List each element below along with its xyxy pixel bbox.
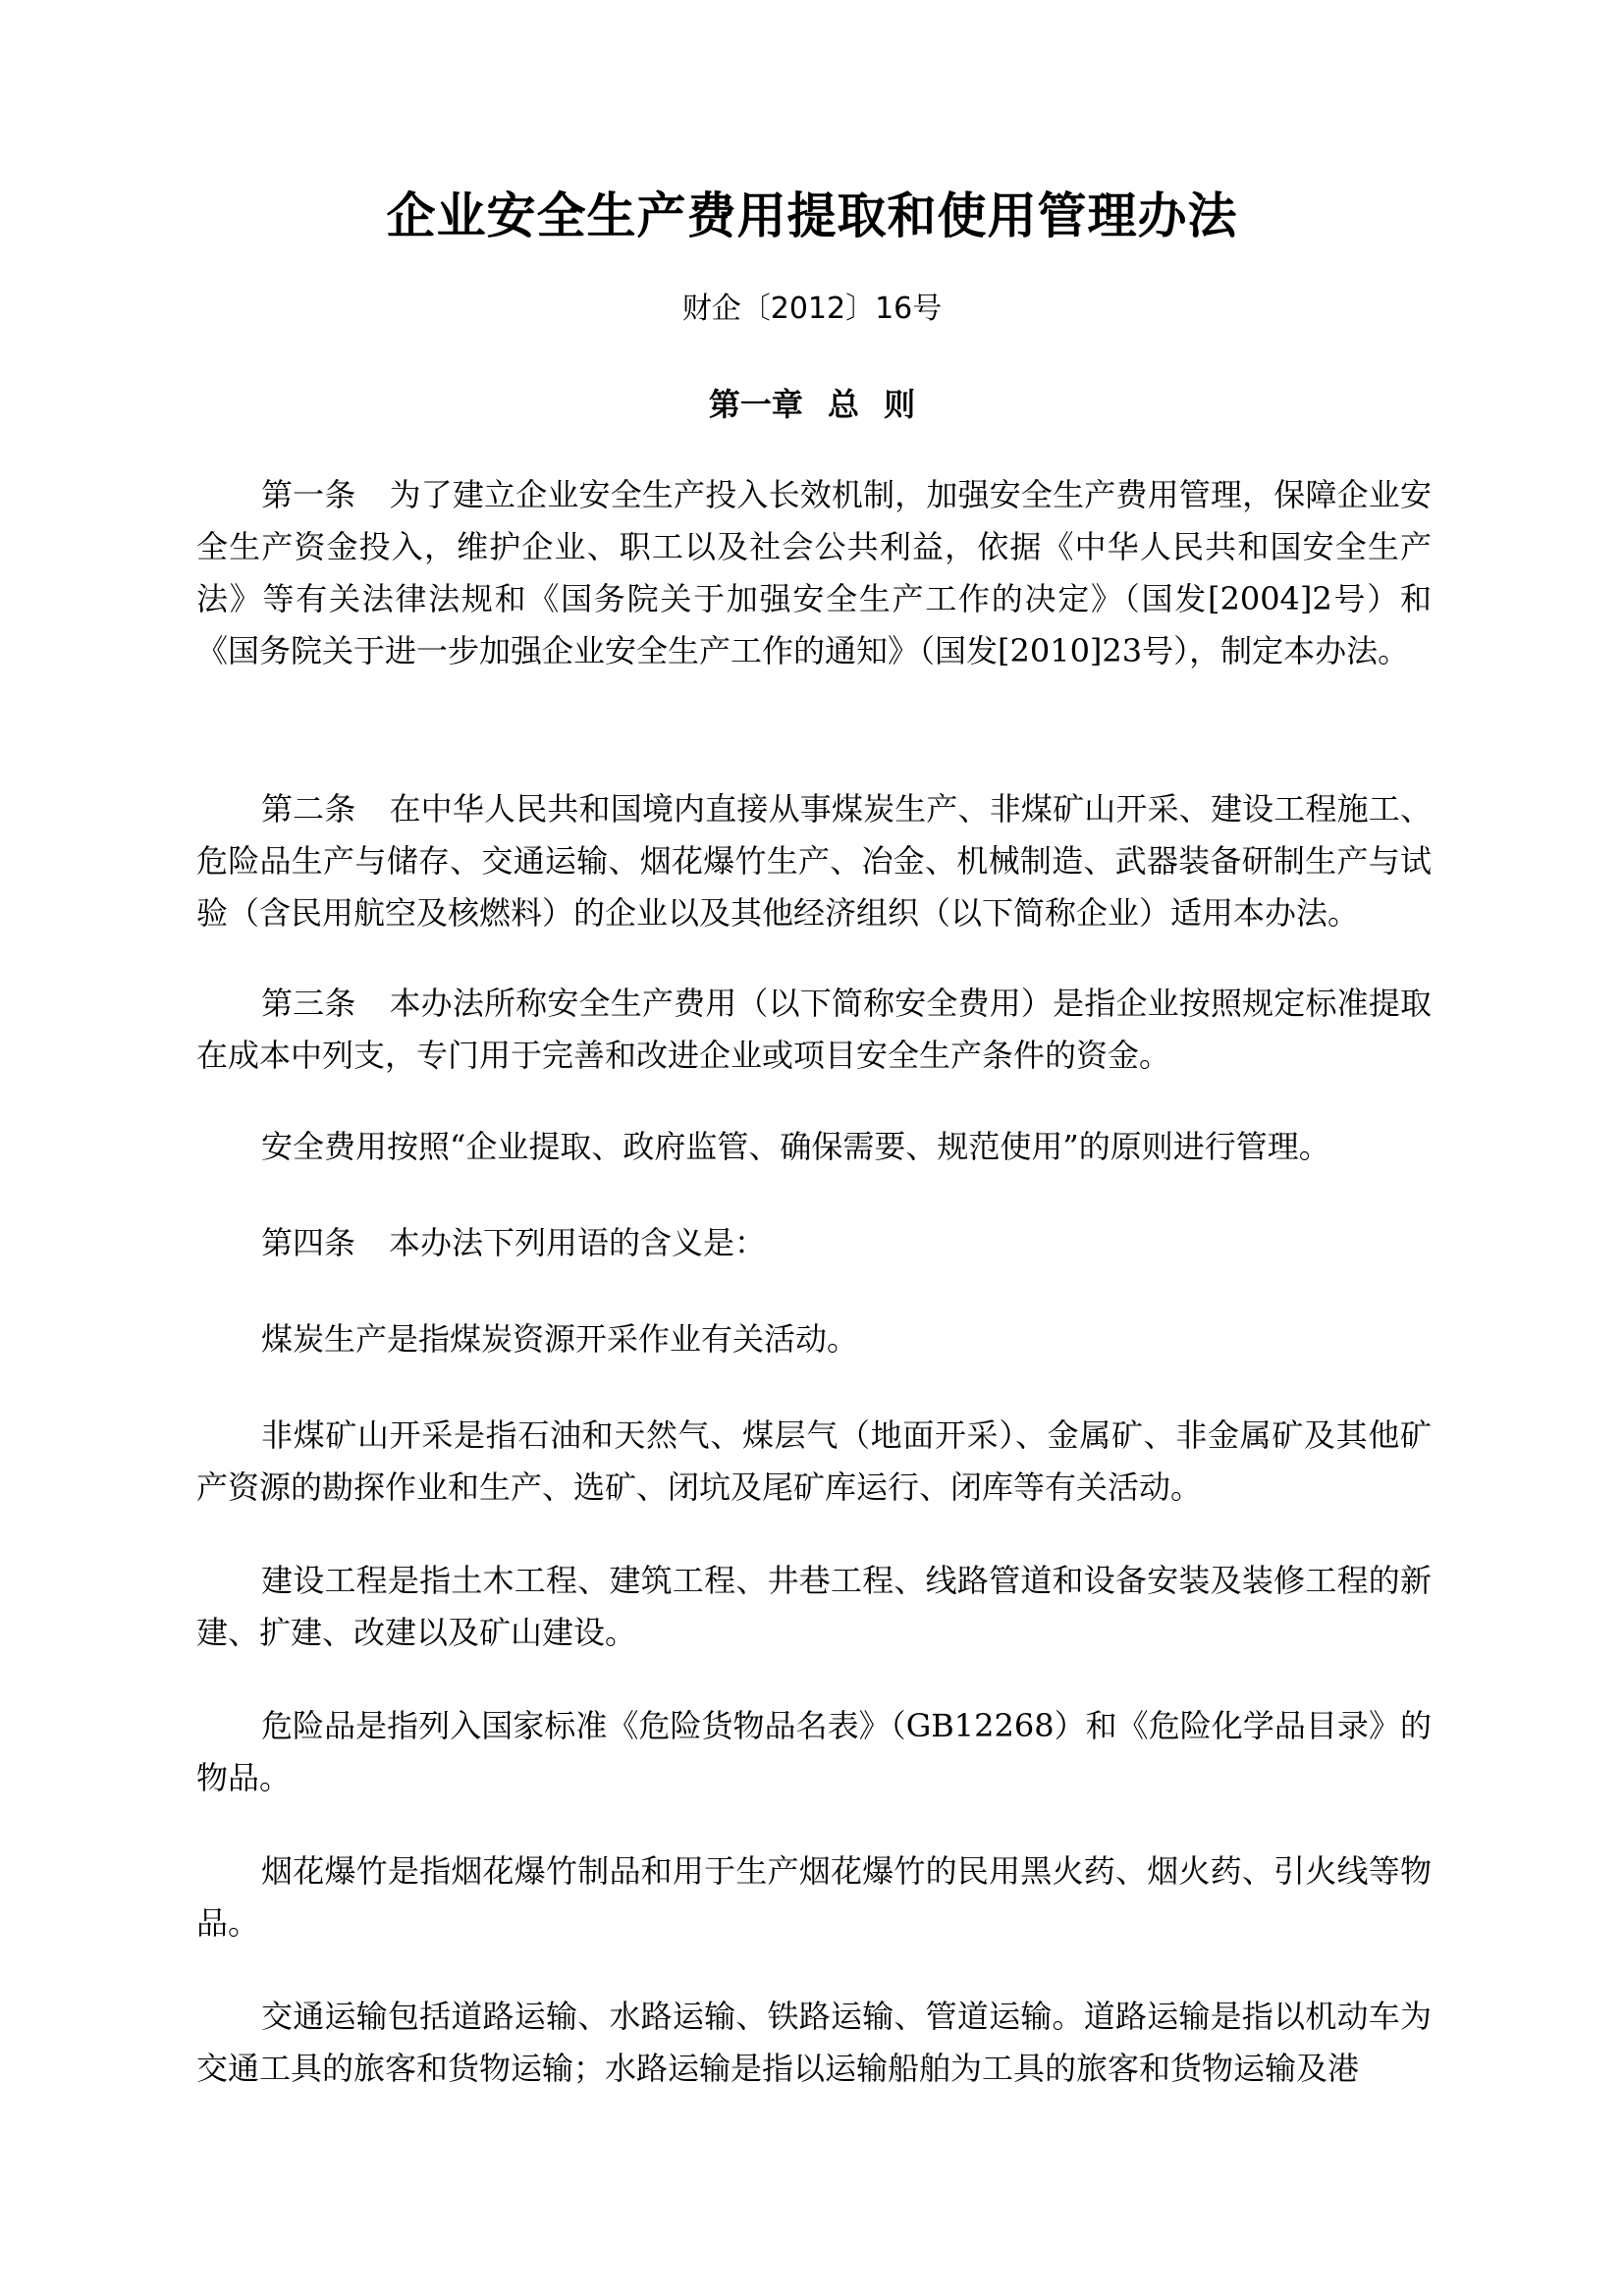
document-number: 财企〔2012〕16号 — [681, 292, 943, 326]
transport-definition — [196, 1991, 1432, 2095]
paragraph-text: 非煤矿山开采是指石油和天然气、煤层气（地面开采）、金属矿、非金属矿及其他矿产资源的勘探作业和生产、选矿、闭坑及尾矿库运行、闭库等有关活动。 — [196, 1416, 1432, 1506]
paragraph-text: 安全费用按照“企业提取、政府监管、确保需要、规范使用”的原则进行管理。 — [261, 1128, 1330, 1165]
article-text: 在中华人民共和国境内直接从事煤炭生产、非煤矿山开采、建设工程施工、危险品生产与储存、交通运输、烟花爆竹生产、冶金、机械制造、武器装备研制生产与试验（含民用航空及核燃料）的企业以及其他经济组织（以下简称企业）适用本办法。 — [196, 790, 1432, 932]
article-2-paragraph — [196, 783, 1432, 939]
construction-definition — [196, 1555, 1432, 1659]
chapter-title: 第一章 总 则 — [708, 386, 916, 423]
article-text: 本办法下列用语的含义是： — [389, 1224, 767, 1261]
hazardous-goods-definition — [196, 1700, 1432, 1804]
article-3-paragraph — [196, 978, 1432, 1082]
article-label: 第三条 — [261, 985, 356, 1022]
article-4-paragraph — [196, 1217, 1432, 1269]
article-label: 第四条 — [261, 1224, 356, 1261]
document-title: 企业安全生产费用提取和使用管理办法 — [386, 187, 1238, 244]
paragraph-text: 交通运输包括道路运输、水路运输、铁路运输、管道运输。道路运输是指以机动车为交通工具的旅客和货物运输；水路运输是指以运输船舶为工具的旅客和货物运输及港 — [196, 1998, 1432, 2087]
safety-fee-principle-paragraph — [196, 1121, 1432, 1173]
article-text: 本办法所称安全生产费用（以下简称安全费用）是指企业按照规定标准提取在成本中列支，专门用于完善和改进企业或项目安全生产条件的资金。 — [196, 985, 1432, 1074]
coal-production-definition — [196, 1313, 1432, 1365]
article-label: 第二条 — [261, 790, 356, 828]
non-coal-mining-definition — [196, 1410, 1432, 1514]
paragraph-text: 烟花爆竹是指烟花爆竹制品和用于生产烟花爆竹的民用黑火药、烟火药、引火线等物品。 — [196, 1852, 1432, 1942]
paragraph-text: 危险品是指列入国家标准《危险货物品名表》（GB12268）和《危险化学品目录》的物品。 — [196, 1707, 1432, 1796]
article-label: 第一条 — [261, 476, 356, 513]
paragraph-text: 建设工程是指土木工程、建筑工程、井巷工程、线路管道和设备安装及装修工程的新建、扩建、改建以及矿山建设。 — [196, 1562, 1432, 1651]
article-1-paragraph — [196, 469, 1432, 677]
fireworks-definition — [196, 1845, 1432, 1949]
paragraph-text: 煤炭生产是指煤炭资源开采作业有关活动。 — [261, 1320, 859, 1358]
article-text: 为了建立企业安全生产投入长效机制，加强安全生产费用管理，保障企业安全生产资金投入，维护企业、职工以及社会公共利益，依据《中华人民共和国安全生产法》等有关法律法规和《国务院关于加强安全生产工作的决定》（国发[2004]2号）和《国务院关于进一步加强企业安全生产工作的通知》（国发[2010]23号），制定本办法。 — [196, 476, 1432, 669]
